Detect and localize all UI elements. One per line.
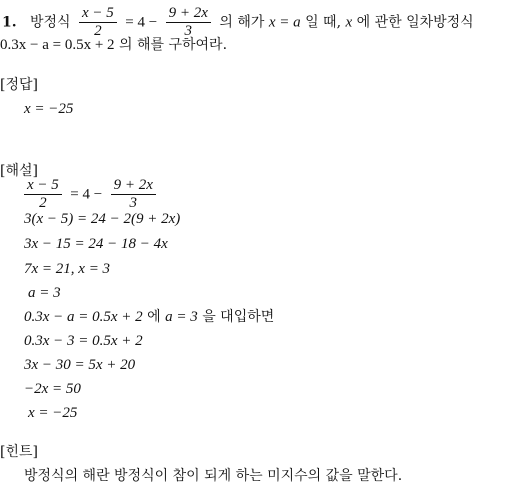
problem-line-1: [2, 5, 474, 40]
solution-fraction-2-denominator: 3: [129, 195, 137, 211]
fraction-2-numerator: 9 + 2x: [166, 5, 211, 23]
substitution-text: 을 대입하면: [202, 309, 275, 325]
solution-step-1: [20, 177, 160, 212]
solution-step: 7x = 21, x = 3: [24, 261, 111, 277]
solution-fraction-1: [24, 177, 62, 212]
solution-substitution: [24, 308, 274, 326]
fraction-1-denominator: 2: [94, 23, 102, 39]
substitution-equation: 0.3x − a = 0.5x + 2: [24, 309, 143, 325]
problem-text-5: 의 해를 구하여라.: [119, 37, 228, 53]
solution-step: 0.3x − 3 = 0.5x + 2: [24, 333, 143, 349]
solution-step: x = −25: [28, 405, 78, 421]
condition: x = a: [268, 14, 301, 31]
solution-step: −2x = 50: [24, 381, 81, 397]
fraction-1: [79, 5, 117, 40]
solution-step-1-middle: = 4 −: [70, 186, 103, 203]
hint-header: [힌트]: [0, 444, 38, 460]
fraction-2-denominator: 3: [184, 23, 193, 39]
fraction-1-numerator: x − 5: [79, 5, 117, 23]
solution-step: 3x − 15 = 24 − 18 − 4x: [24, 236, 168, 252]
solution-fraction-2-numerator: 9 + 2x: [111, 177, 156, 195]
problem-text-4: 에 관한 일차방정식: [356, 14, 474, 31]
solution-step: 3(x − 5) = 24 − 2(9 + 2x): [24, 211, 181, 227]
problem-equation: 0.3x − a = 0.5x + 2: [0, 37, 115, 53]
solution-step: a = 3: [28, 285, 61, 301]
substitution-particle: 에: [147, 309, 161, 325]
hint-text: 방정식의 해란 방정식이 참이 되게 하는 미지수의 값을 말한다.: [24, 468, 403, 484]
problem-text-2: 의 해가: [219, 14, 265, 31]
substitution-value: a = 3: [165, 309, 198, 325]
problem-text-3: 일 때,: [305, 14, 342, 31]
problem-text-1: 방정식: [29, 14, 71, 31]
variable-x: x: [345, 14, 353, 31]
answer-header: [정답]: [0, 77, 38, 93]
solution-step: 3x − 30 = 5x + 20: [24, 357, 136, 373]
solution-fraction-2: [111, 177, 156, 212]
answer-value: x = −25: [24, 101, 74, 117]
solution-fraction-1-denominator: 2: [39, 195, 47, 211]
fraction-2: [166, 5, 211, 40]
solution-header: [해설]: [0, 163, 38, 179]
problem-line-2: [0, 36, 227, 54]
solution-fraction-1-numerator: x − 5: [24, 177, 62, 195]
problem-number: 1.: [2, 14, 17, 31]
equation-middle: = 4 −: [125, 14, 158, 31]
